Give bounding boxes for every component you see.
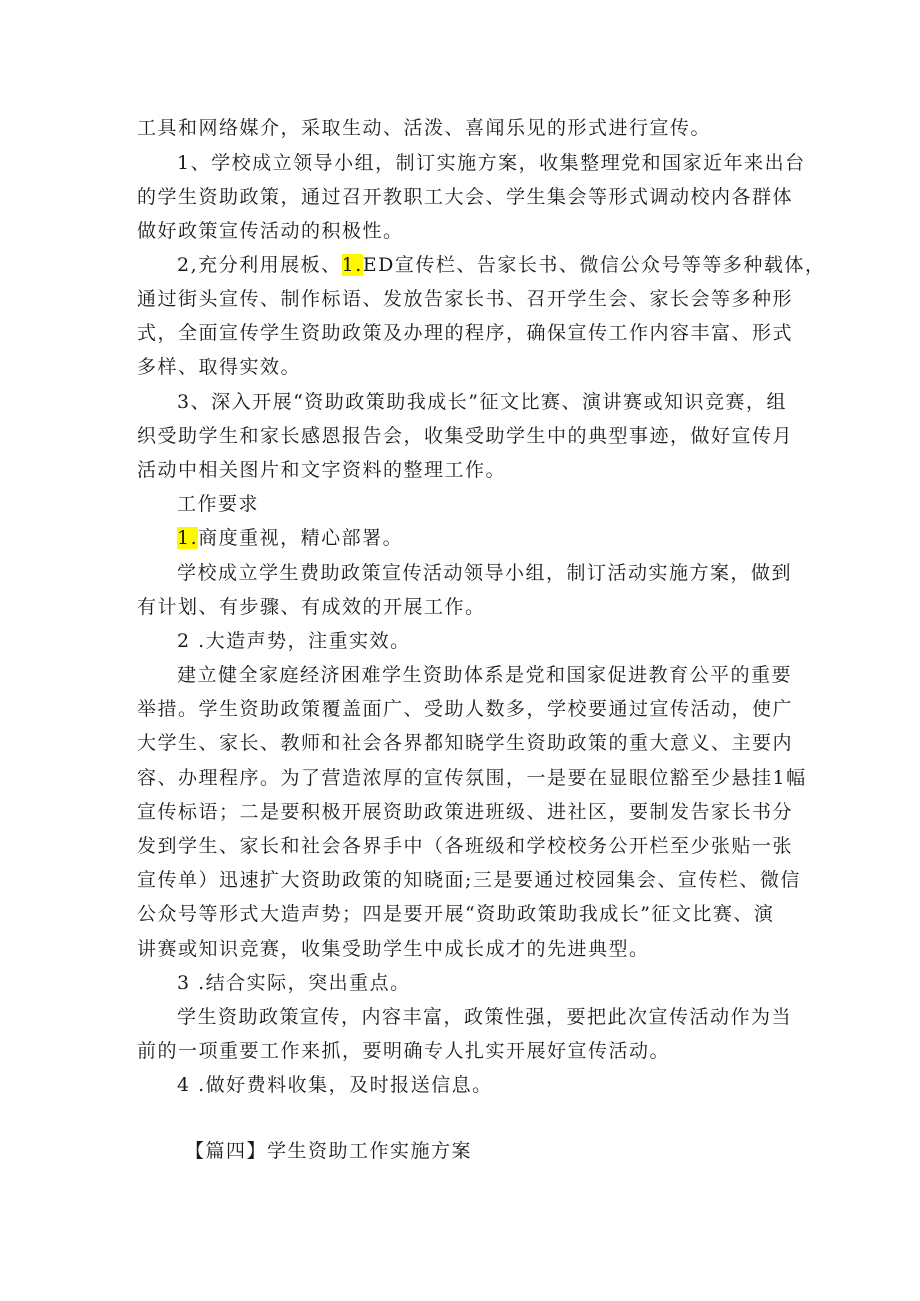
paragraph-line: 学生资助政策宣传，内容丰富，政策性强，要把此次宣传活动作为当 (177, 1006, 793, 1028)
highlighted-text: 1. (341, 254, 363, 276)
paragraph-line: 前的一项重要工作来抓，要明确专人扎实开展好宣传活动。 (137, 1040, 671, 1062)
paragraph-line: 3、深入开展“资助政策助我成长”征文比赛、演讲赛或知识竞赛，组 (177, 391, 788, 413)
paragraph-line: 发到学生、家长和社会各界手中（各班级和学校校务公开栏至少张贴一张 (137, 835, 794, 857)
paragraph-line: 活动中相关图片和文字资料的整理工作。 (137, 459, 507, 481)
paragraph-line: 讲赛或知识竞赛，收集受助学生中成长成才的先进典型。 (137, 938, 650, 960)
paragraph-line (177, 525, 403, 551)
paragraph-line: 1、学校成立领导小组，制订实施方案，收集整理党和国家近年来出台 (177, 152, 806, 174)
paragraph-line: 3 .结合实际，突出重点。 (177, 972, 411, 994)
paragraph-line: 大学生、家长、教师和社会各界都知晓学生资助政策的重大意义、主要内 (137, 732, 794, 754)
line-text: ED宣传栏、告家长书、微信公众号等等多种载体， (362, 254, 826, 276)
paragraph-line: 做好政策宣传活动的积极性。 (137, 220, 404, 242)
paragraph-line: 建立健全家庭经济困难学生资助体系是党和国家促进教育公平的重要 (177, 664, 793, 686)
paragraph-line: 宣传标语；二是要积极开展资助政策进班级、进社区，要制发告家长书分 (137, 801, 794, 823)
paragraph-line: 多样、取得实效。 (137, 356, 302, 378)
section-title: 【篇四】学生资助工作实施方案 (185, 1140, 473, 1162)
paragraph-line: 的学生资助政策，通过召开教职工大会、学生集会等形式调动校内各群体 (137, 186, 794, 208)
paragraph-line: 通过街头宣传、制作标语、发放告家长书、召开学生会、家长会等多种形 (137, 288, 794, 310)
paragraph-line: 公众号等形式大造声势；四是要开展“资助政策助我成长”征文比赛、演 (137, 903, 775, 925)
line-text: 商度重视，精心部署。 (198, 527, 404, 549)
paragraph-line (177, 252, 825, 278)
paragraph-line: 容、办理程序。为了营造浓厚的宣传氛围，一是要在显眼位豁至少悬挂1幅 (137, 767, 807, 789)
paragraph-line: 工具和网络媒介，采取生动、活泼、喜闻乐见的形式进行宣传。 (137, 117, 712, 139)
paragraph-line: 学校成立学生费助政策宣传活动领导小组，制订活动实施方案，做到 (177, 562, 793, 584)
paragraph-line: 式，全面宣传学生资助政策及办理的程序，确保宣传工作内容丰富、形式 (137, 322, 794, 344)
highlighted-text: 1. (177, 527, 199, 549)
line-text: 2,充分利用展板、 (177, 254, 342, 276)
paragraph-line: 4 .做好费料收集，及时报送信息。 (177, 1074, 493, 1096)
paragraph-line: 有计划、有步骤、有成效的开展工作。 (137, 596, 486, 618)
paragraph-line: 举措。学生资助政策覆盖面广、受助人数多，学校要通过宣传活动，使广 (137, 698, 794, 720)
paragraph-line: 宣传单）迅速扩大资助政策的知晓面;三是要通过校园集会、宣传栏、微信 (137, 869, 801, 891)
paragraph-line: 2 .大造声势，注重实效。 (177, 630, 411, 652)
heading-line: 工作要求 (177, 493, 260, 515)
paragraph-line: 织受助学生和家长感恩报告会，收集受助学生中的典型事迹，做好宣传月 (137, 425, 794, 447)
